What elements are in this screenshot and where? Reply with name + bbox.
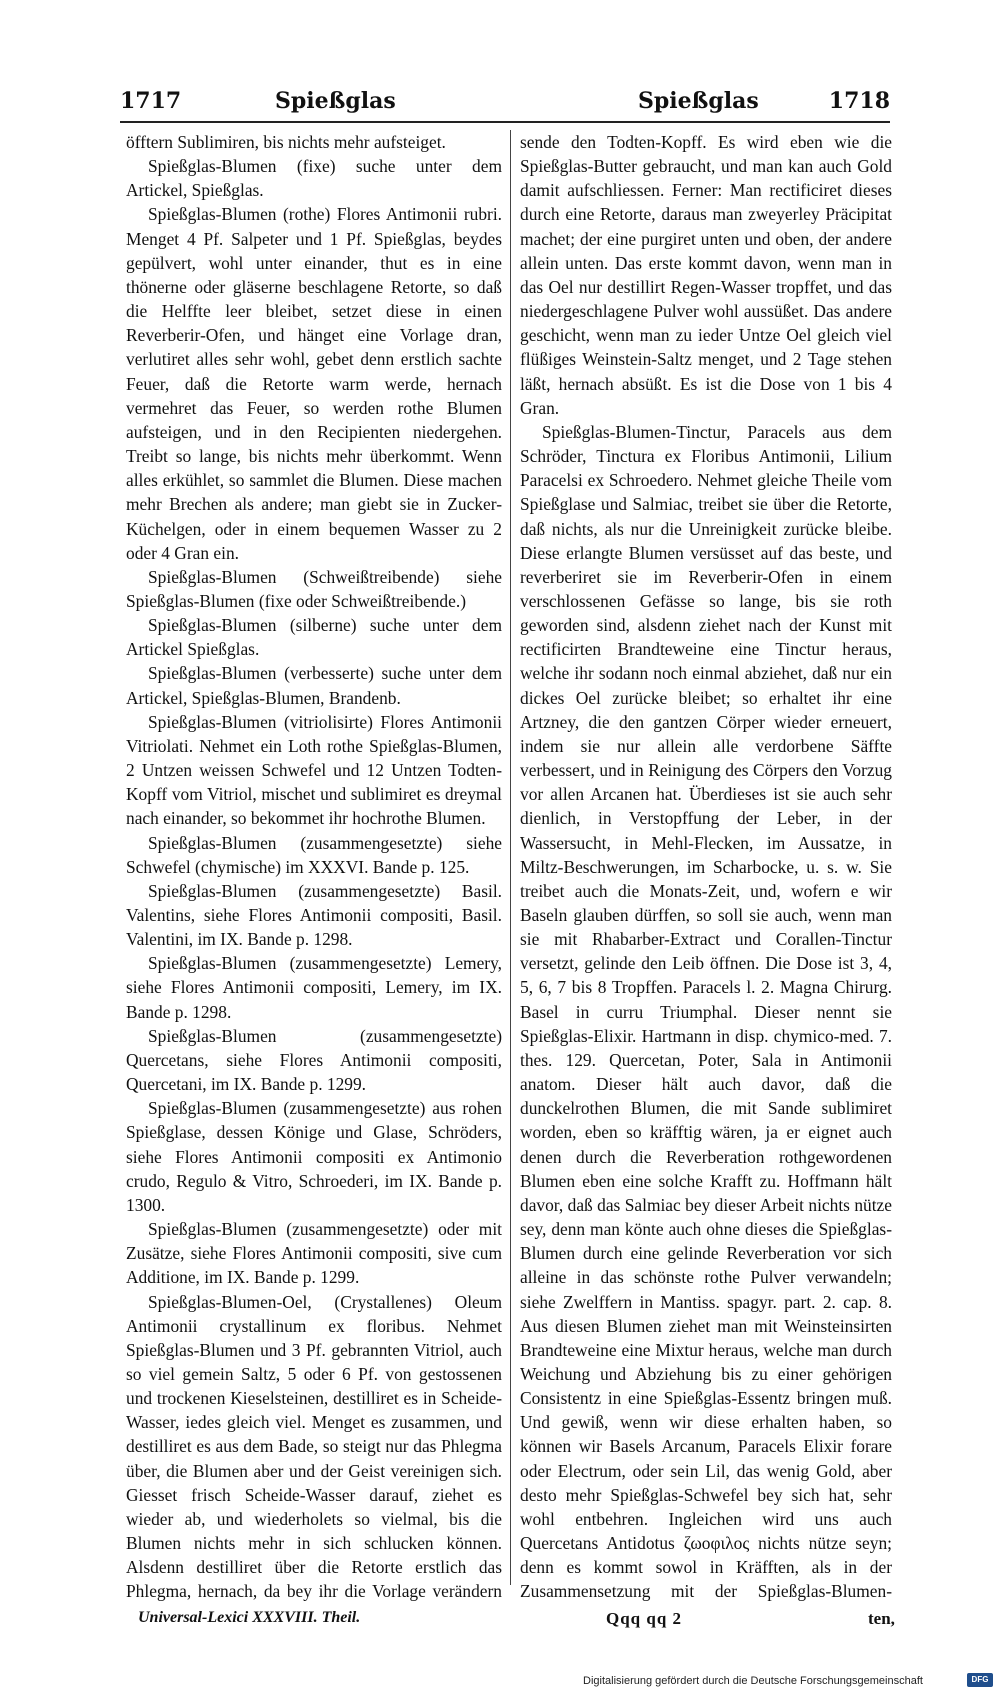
dfg-logo-text: DFG <box>971 1675 989 1684</box>
running-header <box>120 88 890 118</box>
entry-paragraph: Spießglas-Blumen (verbesserte) suche unter dem Artickel, Spießglas-Blumen, Brandenb. <box>126 663 502 708</box>
entry-paragraph: sende den Todten-Kopff. Es wird eben wie die Spießglas-Butter gebraucht, und man kan auch Gold damit aufschliessen. Ferner: Man rectificiret dieses durch eine Retorte, daraus man zweyerley Präcipitat machet; der eine purgiret unten und oben, der andere allein unten. Das erste kommt davon, wenn man in das Oel nur destillirt Regen-Wasser tropffet, und das niedergeschlagene Pulver wohl aussüßet. Das andere geschicht, wenn man zu ieder Untze Oel gleich viel flüßiges Weinstein-Saltz menget, und 2 Tage stehen läßt, hernach absüßt. Es ist die Dose von 1 bis 4 Gran. <box>520 132 892 418</box>
entry-paragraph: Spießglas-Blumen (silberne) suche unter dem Artickel Spießglas. <box>126 615 502 660</box>
header-rule <box>120 121 890 123</box>
entry-paragraph: Spießglas-Blumen (zusammengesetzte) siehe Schwefel (chymische) im XXXVI. Bande p. 125. <box>126 832 502 877</box>
running-title-left: Spießglas <box>275 88 396 114</box>
right-column <box>520 130 892 1605</box>
entry-paragraph: Spießglas-Blumen-Tinctur, Paracels aus dem Schröder, Tinctura ex Floribus Antimonii, Lilium Paracelsi ex Schroedero. Nehmet gleiche Theile vom Spießglase und Salmiac, treibet sie über die Retorte, daß nichts, als nur die Unreinigkeit zurücke bleibe. Diese erlangte Blumen versüsset auf das beste, und reverberiret sie im Reverberir-Ofen in einem verschlossenen Gefässe so lange, bis sie roth geworden sind, alsdenn ziehet nach der Kunst mit rectificirten Brandteweine eine Tinctur heraus, welche ihr sodann noch einmal abziehet, daß nur ein dickes Oel zurücke bleibet; so erhaltet ihr eine Artzney, die den gantzen Cörper wieder erneuert, indem sie nur allein alle verdorbene Säffte verbessert, und in Reinigung des Cörpers den Vorzug vor allen Arcanen hat. Überdieses ist sie auch sehr dienlich, in Verstopffung der Leber, in der Wassersucht, in Mehl-Flecken, im Aussatze, in Miltz-Beschwerungen, im Scharbocke, u. s. w. Sie treibet auch die Monats-Zeit, und, wofern e wir Baseln glauben dürffen, so soll sie auch, wenn man sie mit Rhabarber-Extract und Corallen-Tinctur versetzt, gelinde den Leib öffnen. Die Dose ist 3, 4, 5, 6, 7 bis 8 Tropffen. Paracels l. 2. Magna Chirurg. Basel in curru Triumphal. Dieser nennt sie Spießglas-Elixir. Hartmann in disp. chymico-med. 7. thes. 129. Quercetan, Poter, Sala in Antimonii anatom. Dieser hält auch davor, daß die dunckelrothen Blumen, die mit Sande sublimiret worden, eben so kräfftig wären, ja er eignet auch denen durch die Reverberation rothgewordenen Blumen eben eine solche Krafft zu. Hoffmann hält davor, daß das Salmiac bey dieser Arbeit nichts nütze sey, denn man könte auch ohne dieses die Spießglas-Blumen durch eine gelinde Reverberation vor sich alleine in das schönste rothe Pulver verwandeln; siehe Zwelffern in Mantiss. spagyr. part. 2. cap. 8. Aus diesen Blumen ziehet man mit Weinsteinsirten Brandteweine eine Mixtur heraus, welche man durch Weichung und Abziehung bis zu einer gehörigen Consistentz in eine Spießglas-Essentz bringen muß. Und gewiß, wenn wir diese erhalten haben, so können wir Basels Arcanum, Paracels Elixir forare oder Electrum, oder sein Lil, das wenig Gold, aber desto mehr Spießglas-Schwefel bey sich hat, sehr wohl entbehren. Ingleichen wird uns auch Quercetans Antidotus ζωοφιλος nichts nütze seyn; denn es kommt sowol in Kräfften, als in der Zusammensetzung mit der Spießglas-Blumen- <box>520 421 892 1602</box>
entry-paragraph: Spießglas-Blumen (zusammengesetzte) oder mit Zusätze, siehe Flores Antimonii compositi, sive cum Additione, im IX. Bande p. 1299. <box>126 1219 502 1288</box>
entry-paragraph: Spießglas-Blumen (zusammengesetzte) Quercetans, siehe Flores Antimonii compositi, Quercetani, im IX. Bande p. 1299. <box>126 1025 502 1095</box>
entry-paragraph: öfftern Sublimiren, bis nichts mehr aufsteiget. <box>126 132 446 152</box>
dfg-logo <box>967 1673 993 1687</box>
page-number-right: 1718 <box>828 88 890 114</box>
entry-paragraph: Spießglas-Blumen (Schweißtreibende) siehe Spießglas-Blumen (fixe oder Schweißtreibende.) <box>126 566 502 611</box>
left-column <box>126 130 502 1605</box>
entry-paragraph: Spießglas-Blumen (fixe) suche unter dem Artickel, Spießglas. <box>126 156 502 201</box>
entry-paragraph: Spießglas-Blumen (zusammengesetzte) Lemery, siehe Flores Antimonii compositi, Lemery, im IX. Bande p. 1298. <box>126 953 502 1022</box>
running-title-right: Spießglas <box>638 88 759 114</box>
page-number-left: 1717 <box>120 88 182 114</box>
volume-footer: Universal-Lexici XXXVIII. Theil. <box>138 1609 361 1626</box>
entry-paragraph: Spießglas-Blumen (vitriolisirte) Flores Antimonii Vitriolati. Nehmet ein Loth rothe Spießglas-Blumen, 2 Untzen weissen Schwefel und 12 Untzen Todten-Kopff vom Vitriol, mischet und sublimiret es dreymal nach einander, so bekommet ihr hochrothe Blumen. <box>126 711 502 829</box>
printer-signature: Qqq qq 2 <box>606 1609 683 1628</box>
catchword: ten, <box>868 1609 895 1628</box>
entry-paragraph: Spießglas-Blumen (zusammengesetzte) Basil. Valentins, siehe Flores Antimonii compositi, Basil. Valentini, im IX. Bande p. 1298. <box>126 880 502 950</box>
digitization-credit: Digitalisierung gefördert durch die Deutsche Forschungsgemeinschaft <box>583 1675 923 1687</box>
entry-paragraph: Spießglas-Blumen (rothe) Flores Antimonii rubri. Menget 4 Pf. Salpeter und 1 Pf. Spießglas, beydes gepülvert, wohl unter einander, thut es in eine thönerne oder gläserne beschlagene Retorte, so daß die Helffte leer bleibet, setzet diese in einen Reverberir-Ofen, und hänget eine Vorlage dran, verlutiret alles sehr wohl, gebet denn erstlich sachte Feuer, daß die Retorte warm werde, hernach vermehret das Feuer, so werden rothe Blumen aufsteigen, und in den Recipienten niedergehen. Treibt so lange, bis nichts mehr überkommt. Wenn alles erkühlet, so sammlet die Blumen. Diese machen mehr Brechen als andere; man giebt sie in Zucker-Küchelgen, oder in einem bequemen Wasser zu 2 oder 4 Gran ein. <box>126 204 502 563</box>
column-divider <box>510 130 511 1585</box>
entry-paragraph: Spießglas-Blumen-Oel, (Crystallenes) Oleum Antimonii crystallinum ex floribus. Nehmet Spießglas-Blumen und 3 Pf. gebrannten Vitriol, auch so viel gemein Saltz, 5 oder 6 Pf. von gestossenen und trockenen Kieselsteinen, destilliret es in Scheide-Wasser, iedes gleich viel. Menget es zusammen, und destilliret es aus dem Bade, so steigt nur das Phlegma über, die Blumen aber und der Geist vereinigen sich. Giesset frisch Scheide-Wasser darauf, ziehet es wieder ab, und wiederholets so vielmal, bis die Blumen nichts mehr in sich schlucken können. Alsdenn destilliret über die Retorte erstlich das Phlegma, hernach, da bey ihr die Vorlage verändern <box>126 1291 502 1602</box>
entry-paragraph: Spießglas-Blumen (zusammengesetzte) aus rohen Spießglase, dessen Könige und Glase, Schröders, siehe Flores Antimonii compositi ex Antimonio crudo, Regulo & Vitro, Schroederi, im IX. Bande p. 1300. <box>126 1098 502 1215</box>
